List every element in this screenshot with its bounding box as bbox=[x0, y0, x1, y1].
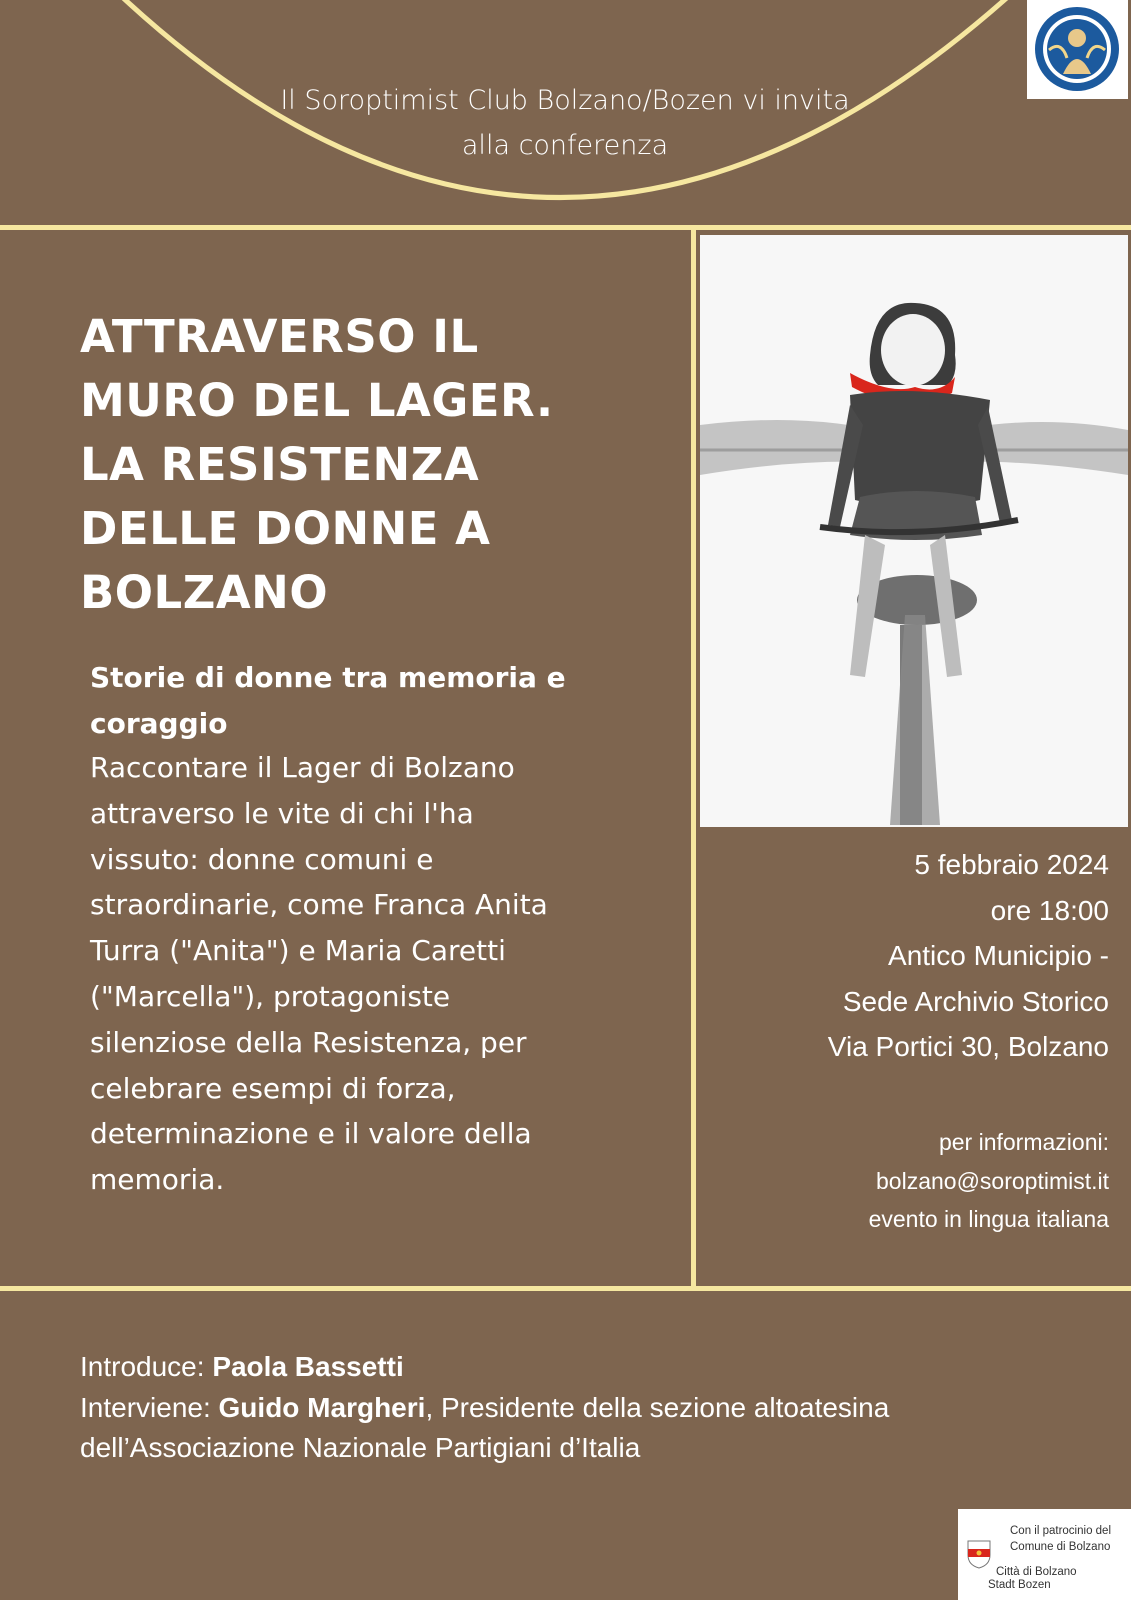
title-line: ATTRAVERSO IL bbox=[80, 310, 479, 363]
title-line: LA RESISTENZA bbox=[80, 438, 480, 491]
event-language: evento in lingua italiana bbox=[868, 1206, 1109, 1232]
description-line: ("Marcella"), protagoniste bbox=[90, 979, 451, 1013]
speaker-name: Guido Margheri bbox=[218, 1391, 426, 1423]
city-name-it: Città di Bolzano bbox=[996, 1566, 1077, 1578]
description-line: Raccontare il Lager di Bolzano bbox=[90, 751, 515, 784]
event-time: ore 18:00 bbox=[990, 894, 1109, 926]
patronage-text bbox=[1010, 1523, 1111, 1555]
event-venue: Antico Municipio - bbox=[888, 940, 1109, 971]
event-details bbox=[689, 842, 1109, 1070]
event-address: Via Portici 30, Bolzano bbox=[827, 1031, 1109, 1062]
speakers bbox=[80, 1347, 1080, 1469]
patronage-line-1: Con il patrocinio del bbox=[1010, 1525, 1112, 1537]
invite-text bbox=[180, 78, 950, 168]
description-line: celebrare esempi di forza, bbox=[90, 1071, 456, 1105]
contact-label: per informazioni: bbox=[938, 1129, 1109, 1155]
conference-subtitle bbox=[90, 655, 680, 747]
introducer-line bbox=[80, 1347, 1080, 1388]
description-line: Turra ("Anita") e Maria Caretti bbox=[90, 934, 506, 968]
description-line: silenziose della Resistenza, per bbox=[90, 1025, 527, 1059]
invite-line-1: Il Soroptimist Club Bolzano/Bozen vi invita bbox=[280, 85, 850, 116]
description-line: determinazione e il valore della bbox=[90, 1117, 532, 1151]
description-line: vissuto: donne comuni e bbox=[90, 842, 434, 876]
title-line: DELLE DONNE A bbox=[80, 502, 491, 555]
event-date: 5 febbraio 2024 bbox=[914, 849, 1109, 880]
bottom-divider bbox=[0, 1286, 1131, 1291]
description-line: attraverso le vite di chi l'ha bbox=[90, 796, 474, 830]
invite-line-2: alla conferenza bbox=[461, 130, 669, 161]
contact-info bbox=[689, 1123, 1109, 1239]
conference-description bbox=[90, 745, 680, 1203]
city-name bbox=[988, 1566, 1077, 1592]
conference-title bbox=[80, 305, 680, 625]
speaker-line bbox=[80, 1388, 1080, 1429]
speaker-role: , Presidente della sezione altoatesina bbox=[425, 1391, 890, 1423]
introducer-label: Introduce: bbox=[80, 1351, 213, 1382]
subtitle-line: Storie di donne tra memoria e bbox=[90, 661, 566, 694]
speaker-label: Interviene: bbox=[80, 1391, 219, 1423]
speaker-organization: dell’Associazione Nazionale Partigiani d’Italia bbox=[80, 1432, 641, 1463]
woman-on-bicycle-illustration bbox=[700, 235, 1128, 827]
description-line: straordinarie, come Franca Anita bbox=[90, 888, 548, 922]
city-name-de: Stadt Bozen bbox=[988, 1579, 1051, 1591]
description-line: memoria. bbox=[90, 1163, 225, 1197]
patronage-badge bbox=[958, 1509, 1131, 1600]
contact-email[interactable]: bolzano@soroptimist.it bbox=[876, 1167, 1109, 1194]
subtitle-line: coraggio bbox=[90, 707, 228, 740]
top-divider bbox=[0, 225, 1131, 230]
introducer-name: Paola Bassetti bbox=[212, 1351, 404, 1382]
patronage-line-2: Comune di Bolzano bbox=[1010, 1541, 1111, 1553]
event-venue-detail: Sede Archivio Storico bbox=[842, 985, 1109, 1017]
soroptimist-international-logo-icon bbox=[1027, 0, 1128, 99]
title-line: MURO DEL LAGER. bbox=[80, 374, 554, 427]
bolzano-coat-of-arms-icon bbox=[966, 1539, 992, 1569]
title-line: BOLZANO bbox=[80, 566, 329, 619]
